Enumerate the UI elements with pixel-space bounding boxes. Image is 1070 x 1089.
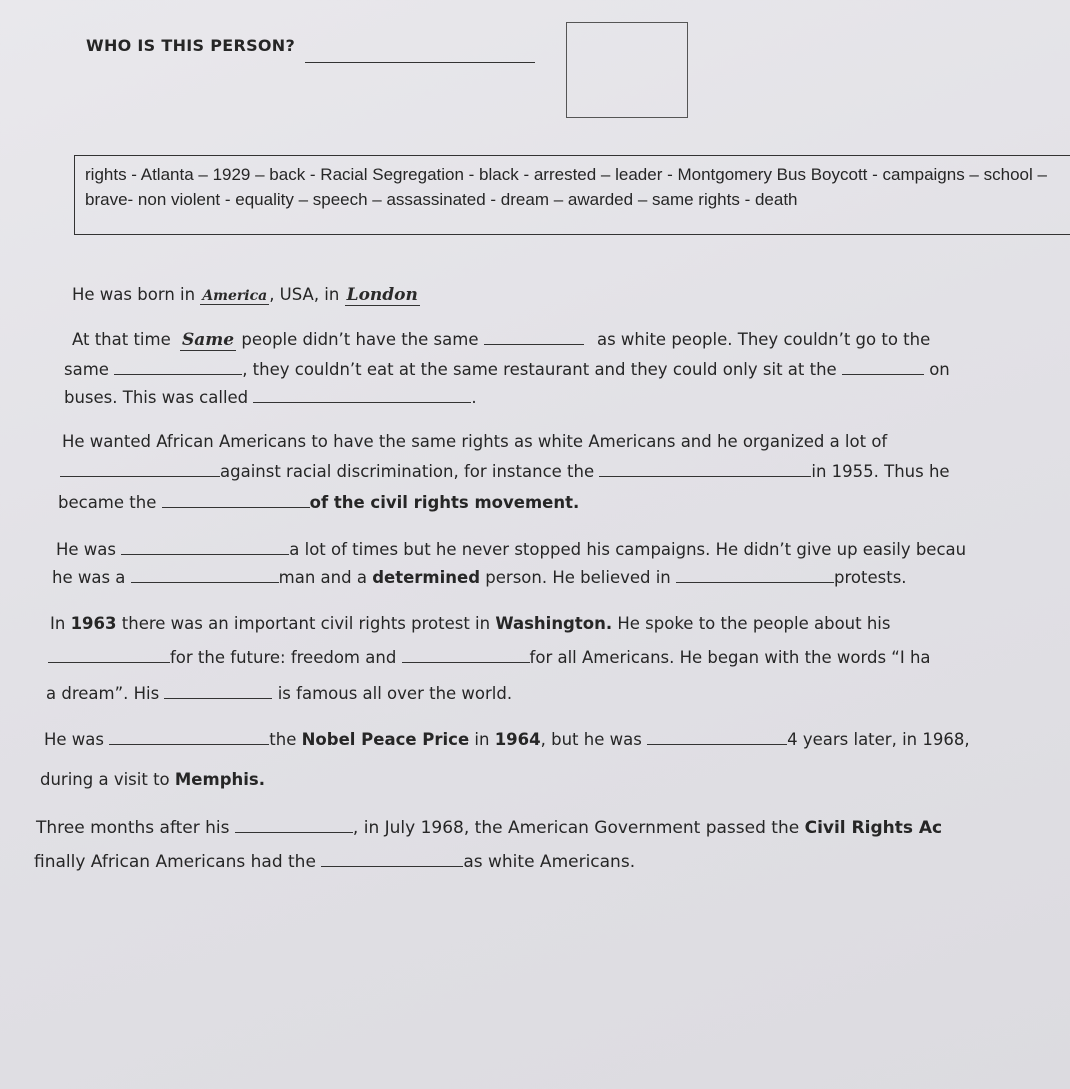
sentence-1963: In 1963 there was an important civil rights protest in Washington. He spoke to the people about his [50,614,891,633]
sentence-three-months: Three months after his , in July 1968, the American Government passed the Civil Rights Ac [36,818,943,838]
sentence-dream: a dream”. His is famous all over the world. [46,684,513,703]
blank[interactable] [676,568,834,583]
sentence-he-was-a: he was a man and a determined person. He believed in protests. [52,568,907,587]
blank[interactable] [321,852,463,867]
photo-placeholder-box [566,22,688,118]
sentence-buses: buses. This was called . [64,388,477,407]
sentence-he-was: He was a lot of times but he never stopped his campaigns. He didn’t give up easily becau [56,540,967,559]
blank[interactable] [121,540,289,555]
blank[interactable] [48,648,170,663]
blank[interactable] [253,388,471,403]
blank[interactable] [114,360,242,375]
worksheet-title: WHO IS THIS PERSON? [86,36,296,55]
answer-line-name[interactable] [305,62,535,63]
sentence-born: He was born in America , USA, in London [72,285,418,305]
blank[interactable] [484,330,584,345]
sentence-finally: finally African Americans had the as white Americans. [34,852,636,872]
sentence-became: became the of the civil rights movement. [58,493,580,512]
sentence-future: for the future: freedom and for all Americans. He began with the words “I ha [48,648,931,667]
sentence-nobel: He was the Nobel Peace Price in 1964, but he was 4 years later, in 1968, [44,730,970,749]
blank[interactable] [647,730,787,745]
blank[interactable] [109,730,269,745]
sentence-against: against racial discrimination, for instance the in 1955. Thus he [60,462,950,481]
blank[interactable] [60,462,220,477]
sentence-memphis: during a visit to Memphis. [40,770,265,789]
blank[interactable] [599,462,811,477]
sentence-at-that-time: At that time Same people didn’t have the same as white people. They couldn’t go to the [72,330,931,350]
handwritten-answer-city[interactable]: London [346,285,418,305]
word-bank: rights - Atlanta – 1929 – back - Racial Segregation - black - arrested – leader - Montgomery Bus Boycott - campaigns – school – brave- non violent - equality – speech – assassinated - dream – awarded – same rights - death [74,155,1070,235]
blank[interactable] [131,568,279,583]
blank[interactable] [164,684,272,699]
blank[interactable] [842,360,924,375]
blank[interactable] [402,648,530,663]
handwritten-answer-same[interactable]: Same [182,330,235,350]
blank[interactable] [162,493,310,508]
sentence-same: same , they couldn’t eat at the same restaurant and they could only sit at the on [64,360,950,379]
blank[interactable] [235,818,353,833]
sentence-wanted: He wanted African Americans to have the same rights as white Americans and he organized a lot of [62,432,888,451]
handwritten-answer-country[interactable]: America [202,288,268,304]
